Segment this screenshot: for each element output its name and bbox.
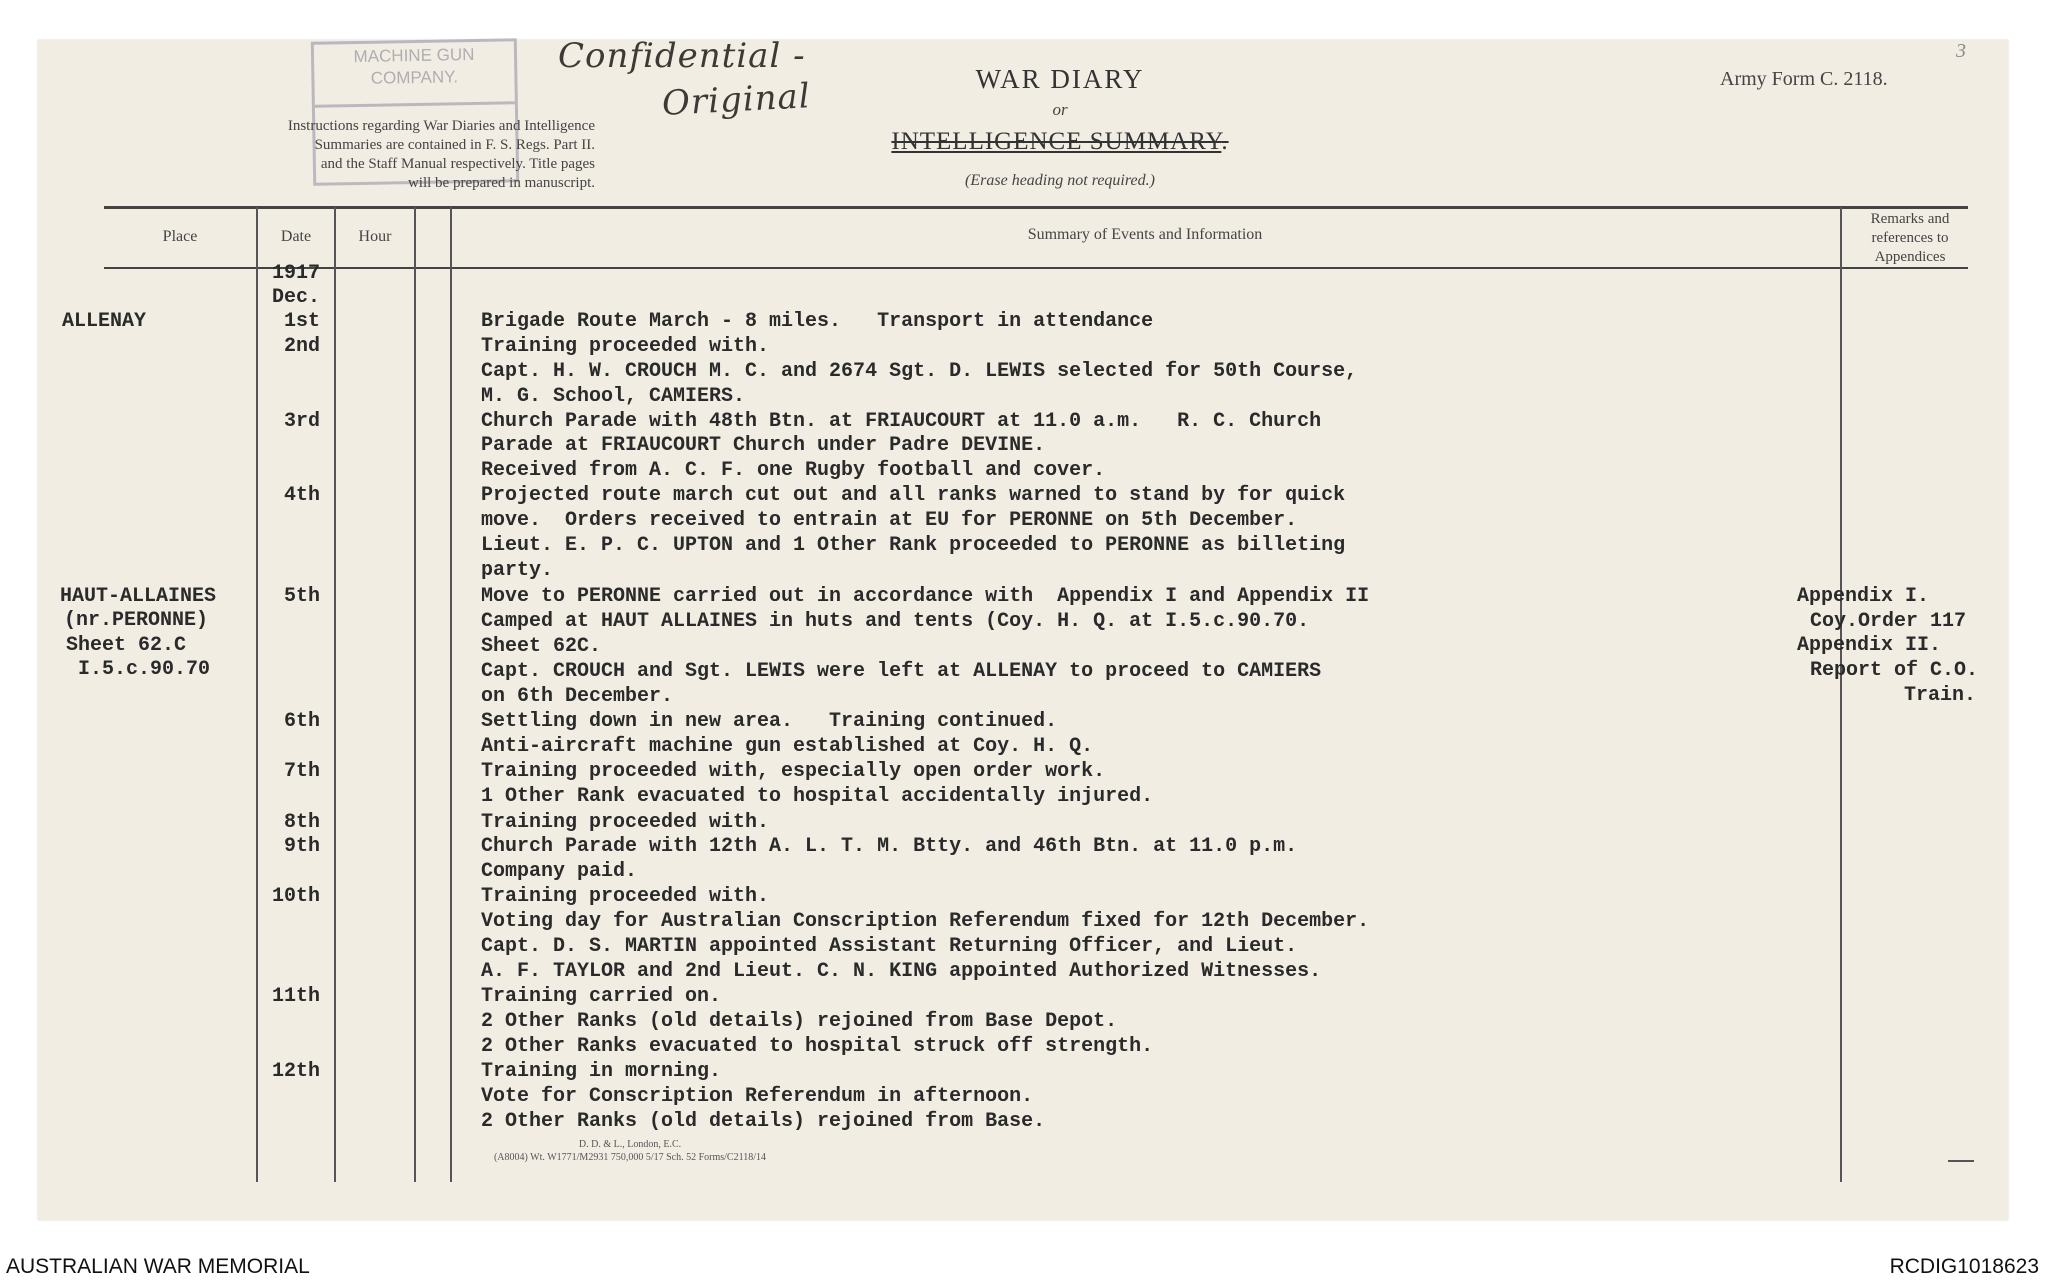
date-9th: 9th — [284, 835, 321, 858]
remark-train: Train. — [1904, 684, 1977, 707]
summary-line: Sheet 62C. — [481, 635, 602, 658]
summary-line: Training carried on. — [481, 985, 722, 1008]
summary-line: Voting day for Australian Conscription Referendum fixed for 12th December. — [481, 910, 1370, 933]
column-header-remarks: Remarks and references to Appendices — [1870, 211, 1950, 265]
summary-line: on 6th December. — [481, 685, 674, 708]
continuation-mark — [1948, 1160, 1974, 1166]
summary-line: Settling down in new area. Training continued. — [481, 710, 1058, 733]
page-number-mark: 3 — [1956, 40, 1966, 62]
year-label: 1917 — [272, 262, 321, 285]
place-haut-allaines: HAUT-ALLAINES — [60, 585, 217, 608]
imprint-line: (A8004) Wt. W1771/M2931 750,000 5/17 Sch. 52 Forms/C2118/14 — [493, 1152, 767, 1163]
summary-line: 1 Other Rank evacuated to hospital accidentally injured. — [481, 785, 1154, 808]
imprint-line: D. D. & L., London, E.C. — [578, 1139, 682, 1150]
summary-line: Church Parade with 12th A. L. T. M. Btty. and 46th Btn. at 11.0 p.m. — [481, 835, 1298, 858]
summary-line: 2 Other Ranks evacuated to hospital struck off strength. — [481, 1035, 1154, 1058]
summary-line: Company paid. — [481, 860, 638, 883]
column-header-summary: Summary of Events and Information — [1027, 226, 1263, 243]
date-4th: 4th — [284, 484, 321, 507]
column-divider-summary — [450, 207, 452, 1182]
place-nr-peronne: (nr.PERONNE) — [64, 609, 209, 632]
instructions-line: Summaries are contained in F. S. Regs. Part II. — [314, 137, 595, 153]
summary-line: Capt. H. W. CROUCH M. C. and 2674 Sgt. D. LEWIS selected for 50th Course, — [481, 360, 1358, 383]
struck-title-text: INTELLIGENCE SUMMARY — [891, 128, 1222, 155]
table-top-rule — [104, 206, 1968, 209]
summary-line: 2 Other Ranks (old details) rejoined from Base. — [481, 1110, 1046, 1133]
date-2nd: 2nd — [284, 335, 321, 358]
column-divider-date — [256, 207, 258, 1182]
summary-line: Move to PERONNE carried out in accordance with Appendix I and Appendix II — [481, 585, 1370, 608]
record-identifier: RCDIG1018623 — [1889, 1255, 2039, 1278]
instructions-line: and the Staff Manual respectively. Title pages — [320, 156, 595, 172]
date-6th: 6th — [284, 710, 321, 733]
date-12th: 12th — [272, 1060, 321, 1083]
summary-line: Anti-aircraft machine gun established at Coy. H. Q. — [481, 735, 1094, 758]
column-header-hour: Hour — [358, 228, 392, 245]
summary-line: move. Orders received to entrain at EU for PERONNE on 5th December. — [481, 509, 1298, 532]
struck-title: INTELLIGENCE SUMMARY. — [891, 128, 1229, 155]
summary-line: Camped at HAUT ALLAINES in huts and tents (Coy. H. Q. at I.5.c.90.70. — [481, 610, 1310, 633]
summary-line: Capt. CROUCH and Sgt. LEWIS were left at ALLENAY to proceed to CAMIERS — [481, 660, 1322, 683]
summary-line: Training proceeded with. — [481, 335, 770, 358]
title-or: or — [1052, 100, 1068, 119]
column-divider-hour-right — [414, 207, 416, 1182]
date-3rd: 3rd — [284, 410, 321, 433]
summary-line: Parade at FRIAUCOURT Church under Padre DEVINE. — [481, 434, 1046, 457]
summary-line: Lieut. E. P. C. UPTON and 1 Other Rank proceeded to PERONNE as billeting — [481, 534, 1346, 557]
summary-line: Brigade Route March - 8 miles. Transport in attendance — [481, 310, 1154, 333]
summary-line: Training proceeded with. — [481, 811, 770, 834]
date-5th: 5th — [284, 585, 321, 608]
date-11th: 11th — [272, 985, 321, 1008]
instructions-note — [150, 117, 595, 193]
summary-line: party. — [481, 559, 554, 582]
page-title: WAR DIARY — [975, 64, 1145, 94]
place-allenay: ALLENAY — [62, 310, 147, 333]
header-bottom-rule — [104, 267, 1968, 269]
date-10th: 10th — [272, 885, 321, 908]
summary-line: Training in morning. — [481, 1060, 722, 1083]
army-form-number: Army Form C. 2118. — [1720, 68, 1888, 90]
column-header-date: Date — [280, 228, 312, 245]
instructions-line: Instructions regarding War Diaries and Intelligence — [287, 118, 595, 134]
remark-report: Report of C.O. — [1810, 659, 1979, 682]
summary-line: Capt. D. S. MARTIN appointed Assistant Returning Officer, and Lieut. — [481, 935, 1298, 958]
column-header-place: Place — [162, 228, 198, 245]
remark-coy-order: Coy.Order 117 — [1810, 610, 1967, 633]
handwritten-original: Original — [661, 76, 812, 124]
summary-line: Church Parade with 48th Btn. at FRIAUCOURT at 11.0 a.m. R. C. Church — [481, 410, 1322, 433]
summary-line: Training proceeded with. — [481, 885, 770, 908]
place-sheet: Sheet 62.C — [66, 634, 187, 657]
summary-line: Training proceeded with, especially open order work. — [481, 760, 1106, 783]
remark-appendix-1: Appendix I. — [1797, 585, 1930, 608]
date-7th: 7th — [284, 760, 321, 783]
month-label: Dec. — [272, 286, 321, 309]
handwritten-confidential: Confidential - — [558, 36, 806, 76]
summary-line: Projected route march cut out and all ranks warned to stand by for quick — [481, 484, 1346, 507]
date-8th: 8th — [284, 811, 321, 834]
column-divider-hour — [334, 207, 336, 1182]
column-divider-remarks — [1840, 207, 1842, 1182]
summary-line: Vote for Conscription Referendum in afternoon. — [481, 1085, 1034, 1108]
remark-appendix-2: Appendix II. — [1797, 634, 1942, 657]
printer-imprint — [480, 1138, 780, 1164]
stamp-text-line2: COMPANY. — [370, 67, 459, 88]
summary-line: 2 Other Ranks (old details) rejoined from Base Depot. — [481, 1010, 1118, 1033]
date-1st: 1st — [284, 310, 321, 333]
summary-line: A. F. TAYLOR and 2nd Lieut. C. N. KING appointed Authorized Witnesses. — [481, 960, 1322, 983]
archive-credit: AUSTRALIAN WAR MEMORIAL — [6, 1255, 310, 1278]
place-grid-ref: I.5.c.90.70 — [78, 658, 211, 681]
summary-line: Received from A. C. F. one Rugby football and cover. — [481, 459, 1106, 482]
erase-note: (Erase heading not required.) — [965, 172, 1155, 189]
stamp-text-line1: MACHINE GUN — [353, 44, 475, 67]
summary-line: M. G. School, CAMIERS. — [481, 385, 746, 408]
instructions-line: will be prepared in manuscript. — [407, 175, 595, 191]
